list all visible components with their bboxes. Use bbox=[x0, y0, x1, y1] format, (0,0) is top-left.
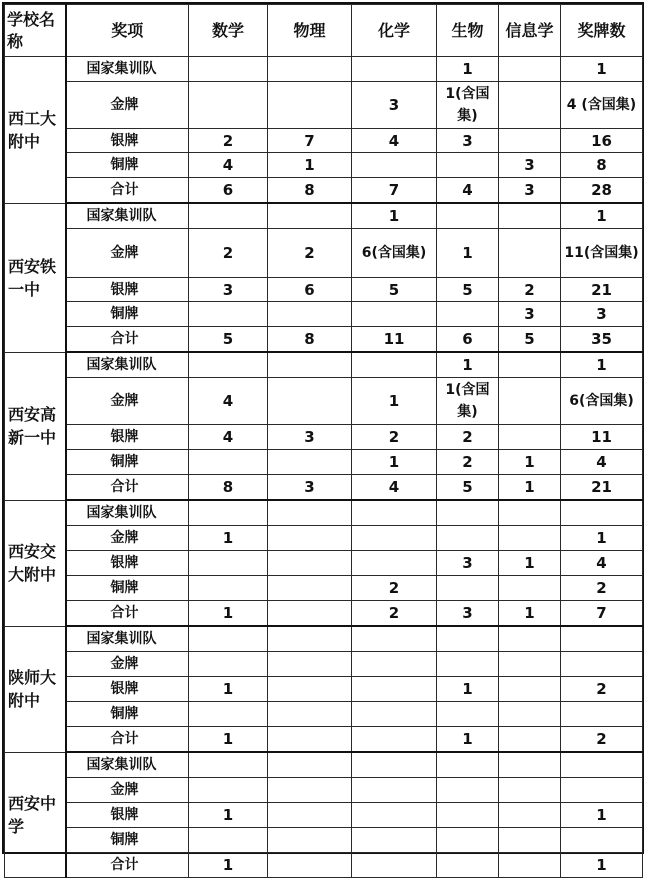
cell-biology: 1 bbox=[437, 727, 499, 753]
cell-biology: 5 bbox=[437, 475, 499, 501]
award-label: 合计 bbox=[66, 178, 189, 204]
cell-physics bbox=[268, 203, 352, 229]
award-label: 金牌 bbox=[66, 778, 189, 803]
cell-math bbox=[189, 203, 268, 229]
cell-chemistry bbox=[352, 302, 437, 327]
cell-math: 2 bbox=[189, 129, 268, 153]
award-label: 合计 bbox=[66, 601, 189, 627]
header-award: 奖项 bbox=[66, 5, 189, 57]
cell-physics: 2 bbox=[268, 229, 352, 278]
cell-informatics bbox=[499, 229, 561, 278]
cell-chemistry: 1 bbox=[352, 203, 437, 229]
cell-medal-count: 11(含国集) bbox=[561, 229, 643, 278]
cell-informatics bbox=[499, 853, 561, 878]
cell-math: 4 bbox=[189, 425, 268, 450]
table-row bbox=[5, 378, 643, 425]
cell-math bbox=[189, 652, 268, 677]
award-label: 银牌 bbox=[66, 677, 189, 702]
cell-chemistry: 2 bbox=[352, 601, 437, 627]
cell-physics bbox=[268, 551, 352, 576]
cell-informatics bbox=[499, 677, 561, 702]
cell-math bbox=[189, 450, 268, 475]
cell-physics bbox=[268, 57, 352, 82]
award-label: 铜牌 bbox=[66, 828, 189, 853]
header-physics: 物理 bbox=[268, 5, 352, 57]
cell-math bbox=[189, 702, 268, 727]
cell-chemistry: 6(含国集) bbox=[352, 229, 437, 278]
cell-biology: 1 bbox=[437, 57, 499, 82]
award-label: 金牌 bbox=[66, 378, 189, 425]
award-label: 铜牌 bbox=[66, 702, 189, 727]
cell-medal-count: 21 bbox=[561, 475, 643, 501]
cell-biology bbox=[437, 302, 499, 327]
award-label: 国家集训队 bbox=[66, 57, 189, 82]
cell-informatics bbox=[499, 702, 561, 727]
cell-chemistry bbox=[352, 526, 437, 551]
cell-chemistry bbox=[352, 702, 437, 727]
cell-medal-count: 1 bbox=[561, 853, 643, 878]
cell-chemistry bbox=[352, 352, 437, 378]
cell-math bbox=[189, 778, 268, 803]
award-label: 银牌 bbox=[66, 551, 189, 576]
cell-medal-count bbox=[561, 626, 643, 652]
cell-informatics bbox=[499, 526, 561, 551]
cell-informatics: 5 bbox=[499, 327, 561, 353]
cell-math bbox=[189, 82, 268, 129]
cell-informatics bbox=[499, 500, 561, 526]
award-label: 金牌 bbox=[66, 652, 189, 677]
table-row bbox=[5, 425, 643, 450]
cell-physics bbox=[268, 302, 352, 327]
cell-physics bbox=[268, 526, 352, 551]
cell-math bbox=[189, 626, 268, 652]
cell-physics: 6 bbox=[268, 278, 352, 302]
cell-physics bbox=[268, 450, 352, 475]
school-name: 西安铁一中 bbox=[5, 203, 66, 352]
cell-informatics bbox=[499, 778, 561, 803]
cell-biology: 3 bbox=[437, 601, 499, 627]
cell-biology: 5 bbox=[437, 278, 499, 302]
award-label: 金牌 bbox=[66, 82, 189, 129]
table-row bbox=[5, 302, 643, 327]
cell-chemistry bbox=[352, 727, 437, 753]
cell-math: 1 bbox=[189, 803, 268, 828]
cell-physics bbox=[268, 626, 352, 652]
award-label: 银牌 bbox=[66, 425, 189, 450]
header-biology: 生物 bbox=[437, 5, 499, 57]
cell-math bbox=[189, 551, 268, 576]
cell-biology bbox=[437, 652, 499, 677]
results-table-frame bbox=[2, 2, 644, 874]
cell-biology bbox=[437, 828, 499, 853]
cell-physics bbox=[268, 352, 352, 378]
cell-biology: 3 bbox=[437, 551, 499, 576]
cell-informatics bbox=[499, 752, 561, 778]
cell-biology bbox=[437, 576, 499, 601]
cell-medal-count bbox=[561, 778, 643, 803]
table-row bbox=[5, 752, 643, 778]
cell-math bbox=[189, 500, 268, 526]
award-label: 银牌 bbox=[66, 129, 189, 153]
cell-math bbox=[189, 352, 268, 378]
cell-informatics: 2 bbox=[499, 278, 561, 302]
cell-physics bbox=[268, 576, 352, 601]
header-school: 学校名称 bbox=[5, 5, 66, 57]
cell-biology bbox=[437, 626, 499, 652]
cell-math: 1 bbox=[189, 526, 268, 551]
award-label: 铜牌 bbox=[66, 576, 189, 601]
cell-physics bbox=[268, 677, 352, 702]
cell-physics bbox=[268, 601, 352, 627]
cell-informatics: 1 bbox=[499, 450, 561, 475]
cell-informatics bbox=[499, 828, 561, 853]
cell-physics: 8 bbox=[268, 178, 352, 204]
cell-chemistry: 1 bbox=[352, 450, 437, 475]
cell-informatics bbox=[499, 803, 561, 828]
table-row bbox=[5, 153, 643, 178]
table-row bbox=[5, 229, 643, 278]
header-medal-count: 奖牌数 bbox=[561, 5, 643, 57]
cell-physics bbox=[268, 82, 352, 129]
cell-physics bbox=[268, 500, 352, 526]
cell-math: 8 bbox=[189, 475, 268, 501]
cell-informatics bbox=[499, 203, 561, 229]
cell-biology: 1 bbox=[437, 352, 499, 378]
cell-medal-count: 11 bbox=[561, 425, 643, 450]
school-name: 西安交大附中 bbox=[5, 500, 66, 626]
cell-medal-count: 2 bbox=[561, 727, 643, 753]
cell-medal-count bbox=[561, 752, 643, 778]
cell-informatics: 3 bbox=[499, 178, 561, 204]
cell-chemistry bbox=[352, 57, 437, 82]
cell-biology bbox=[437, 702, 499, 727]
cell-physics: 7 bbox=[268, 129, 352, 153]
cell-medal-count bbox=[561, 652, 643, 677]
cell-chemistry: 3 bbox=[352, 82, 437, 129]
cell-biology bbox=[437, 778, 499, 803]
cell-chemistry: 4 bbox=[352, 129, 437, 153]
cell-physics: 3 bbox=[268, 475, 352, 501]
cell-biology bbox=[437, 153, 499, 178]
cell-informatics bbox=[499, 652, 561, 677]
cell-chemistry bbox=[352, 752, 437, 778]
cell-physics: 1 bbox=[268, 153, 352, 178]
cell-biology: 4 bbox=[437, 178, 499, 204]
cell-informatics: 1 bbox=[499, 475, 561, 501]
cell-physics bbox=[268, 853, 352, 878]
cell-chemistry bbox=[352, 778, 437, 803]
cell-informatics bbox=[499, 352, 561, 378]
cell-informatics bbox=[499, 727, 561, 753]
cell-chemistry: 5 bbox=[352, 278, 437, 302]
cell-medal-count: 8 bbox=[561, 153, 643, 178]
header-chemistry: 化学 bbox=[352, 5, 437, 57]
cell-biology: 1 bbox=[437, 677, 499, 702]
table-row bbox=[5, 450, 643, 475]
cell-biology: 1(含国集) bbox=[437, 378, 499, 425]
cell-math bbox=[189, 302, 268, 327]
cell-biology: 2 bbox=[437, 450, 499, 475]
cell-biology bbox=[437, 853, 499, 878]
award-label: 合计 bbox=[66, 475, 189, 501]
school-name: 西工大附中 bbox=[5, 57, 66, 204]
award-label: 银牌 bbox=[66, 278, 189, 302]
cell-math: 1 bbox=[189, 677, 268, 702]
cell-chemistry: 2 bbox=[352, 425, 437, 450]
cell-chemistry: 1 bbox=[352, 378, 437, 425]
cell-informatics bbox=[499, 425, 561, 450]
cell-informatics bbox=[499, 576, 561, 601]
cell-informatics: 3 bbox=[499, 153, 561, 178]
header-row bbox=[5, 5, 643, 57]
table-row bbox=[5, 129, 643, 153]
table-row bbox=[5, 500, 643, 526]
award-label: 合计 bbox=[66, 727, 189, 753]
cell-physics: 3 bbox=[268, 425, 352, 450]
cell-informatics bbox=[499, 378, 561, 425]
cell-physics bbox=[268, 752, 352, 778]
cell-medal-count: 35 bbox=[561, 327, 643, 353]
cell-math: 3 bbox=[189, 278, 268, 302]
cell-biology bbox=[437, 526, 499, 551]
cell-biology: 3 bbox=[437, 129, 499, 153]
award-label: 国家集训队 bbox=[66, 752, 189, 778]
cell-medal-count: 1 bbox=[561, 803, 643, 828]
cell-math bbox=[189, 752, 268, 778]
award-label: 金牌 bbox=[66, 526, 189, 551]
cell-informatics: 1 bbox=[499, 551, 561, 576]
cell-medal-count: 1 bbox=[561, 203, 643, 229]
cell-informatics bbox=[499, 57, 561, 82]
table-row bbox=[5, 551, 643, 576]
cell-chemistry: 7 bbox=[352, 178, 437, 204]
cell-chemistry bbox=[352, 803, 437, 828]
cell-medal-count: 21 bbox=[561, 278, 643, 302]
table-row bbox=[5, 178, 643, 204]
award-label: 合计 bbox=[66, 853, 189, 878]
table-row bbox=[5, 702, 643, 727]
cell-chemistry bbox=[352, 652, 437, 677]
table-row bbox=[5, 778, 643, 803]
cell-medal-count: 6(含国集) bbox=[561, 378, 643, 425]
cell-medal-count: 3 bbox=[561, 302, 643, 327]
cell-math: 1 bbox=[189, 727, 268, 753]
cell-chemistry bbox=[352, 828, 437, 853]
cell-chemistry bbox=[352, 626, 437, 652]
cell-informatics: 1 bbox=[499, 601, 561, 627]
cell-chemistry bbox=[352, 677, 437, 702]
cell-medal-count: 2 bbox=[561, 576, 643, 601]
cell-physics bbox=[268, 702, 352, 727]
table-row bbox=[5, 803, 643, 828]
table-row bbox=[5, 278, 643, 302]
table-row bbox=[5, 828, 643, 853]
cell-informatics: 3 bbox=[499, 302, 561, 327]
award-label: 金牌 bbox=[66, 229, 189, 278]
cell-medal-count: 16 bbox=[561, 129, 643, 153]
award-label: 银牌 bbox=[66, 803, 189, 828]
cell-math: 4 bbox=[189, 153, 268, 178]
table-row bbox=[5, 352, 643, 378]
cell-informatics bbox=[499, 626, 561, 652]
award-label: 国家集训队 bbox=[66, 203, 189, 229]
cell-physics bbox=[268, 727, 352, 753]
cell-informatics bbox=[499, 82, 561, 129]
cell-chemistry bbox=[352, 500, 437, 526]
cell-math bbox=[189, 57, 268, 82]
cell-math: 4 bbox=[189, 378, 268, 425]
cell-medal-count: 28 bbox=[561, 178, 643, 204]
table-row bbox=[5, 576, 643, 601]
cell-math: 2 bbox=[189, 229, 268, 278]
cell-math bbox=[189, 828, 268, 853]
award-label: 铜牌 bbox=[66, 450, 189, 475]
school-name: 陕师大附中 bbox=[5, 626, 66, 752]
cell-biology: 2 bbox=[437, 425, 499, 450]
cell-physics bbox=[268, 828, 352, 853]
table-row bbox=[5, 727, 643, 753]
cell-biology: 1 bbox=[437, 229, 499, 278]
cell-biology bbox=[437, 803, 499, 828]
cell-medal-count: 1 bbox=[561, 526, 643, 551]
table-row bbox=[5, 677, 643, 702]
cell-math bbox=[189, 576, 268, 601]
cell-math: 6 bbox=[189, 178, 268, 204]
competition-results-table bbox=[4, 4, 643, 878]
table-row bbox=[5, 82, 643, 129]
school-name: 西安中学 bbox=[5, 752, 66, 878]
cell-medal-count: 1 bbox=[561, 57, 643, 82]
cell-physics: 8 bbox=[268, 327, 352, 353]
cell-biology bbox=[437, 500, 499, 526]
cell-biology: 6 bbox=[437, 327, 499, 353]
cell-biology: 1(含国集) bbox=[437, 82, 499, 129]
cell-medal-count: 4 (含国集) bbox=[561, 82, 643, 129]
school-name: 西安高新一中 bbox=[5, 352, 66, 500]
cell-chemistry bbox=[352, 551, 437, 576]
cell-medal-count: 7 bbox=[561, 601, 643, 627]
cell-math: 1 bbox=[189, 853, 268, 878]
cell-medal-count bbox=[561, 702, 643, 727]
table-row bbox=[5, 203, 643, 229]
cell-chemistry: 11 bbox=[352, 327, 437, 353]
header-informatics: 信息学 bbox=[499, 5, 561, 57]
cell-medal-count bbox=[561, 500, 643, 526]
award-label: 合计 bbox=[66, 327, 189, 353]
table-row bbox=[5, 626, 643, 652]
header-math: 数学 bbox=[189, 5, 268, 57]
award-label: 国家集训队 bbox=[66, 352, 189, 378]
table-row bbox=[5, 526, 643, 551]
award-label: 铜牌 bbox=[66, 302, 189, 327]
cell-informatics bbox=[499, 129, 561, 153]
cell-physics bbox=[268, 378, 352, 425]
cell-medal-count: 1 bbox=[561, 352, 643, 378]
cell-physics bbox=[268, 803, 352, 828]
cell-medal-count bbox=[561, 828, 643, 853]
table-row bbox=[5, 327, 643, 353]
cell-physics bbox=[268, 652, 352, 677]
table-row bbox=[5, 853, 643, 878]
cell-chemistry: 4 bbox=[352, 475, 437, 501]
award-label: 国家集训队 bbox=[66, 500, 189, 526]
table-row bbox=[5, 601, 643, 627]
cell-medal-count: 2 bbox=[561, 677, 643, 702]
cell-biology bbox=[437, 203, 499, 229]
table-row bbox=[5, 652, 643, 677]
award-label: 国家集训队 bbox=[66, 626, 189, 652]
cell-chemistry: 2 bbox=[352, 576, 437, 601]
cell-math: 5 bbox=[189, 327, 268, 353]
cell-biology bbox=[437, 752, 499, 778]
cell-medal-count: 4 bbox=[561, 450, 643, 475]
cell-physics bbox=[268, 778, 352, 803]
cell-chemistry bbox=[352, 853, 437, 878]
cell-math: 1 bbox=[189, 601, 268, 627]
cell-chemistry bbox=[352, 153, 437, 178]
cell-medal-count: 4 bbox=[561, 551, 643, 576]
table-row bbox=[5, 57, 643, 82]
table-row bbox=[5, 475, 643, 501]
award-label: 铜牌 bbox=[66, 153, 189, 178]
